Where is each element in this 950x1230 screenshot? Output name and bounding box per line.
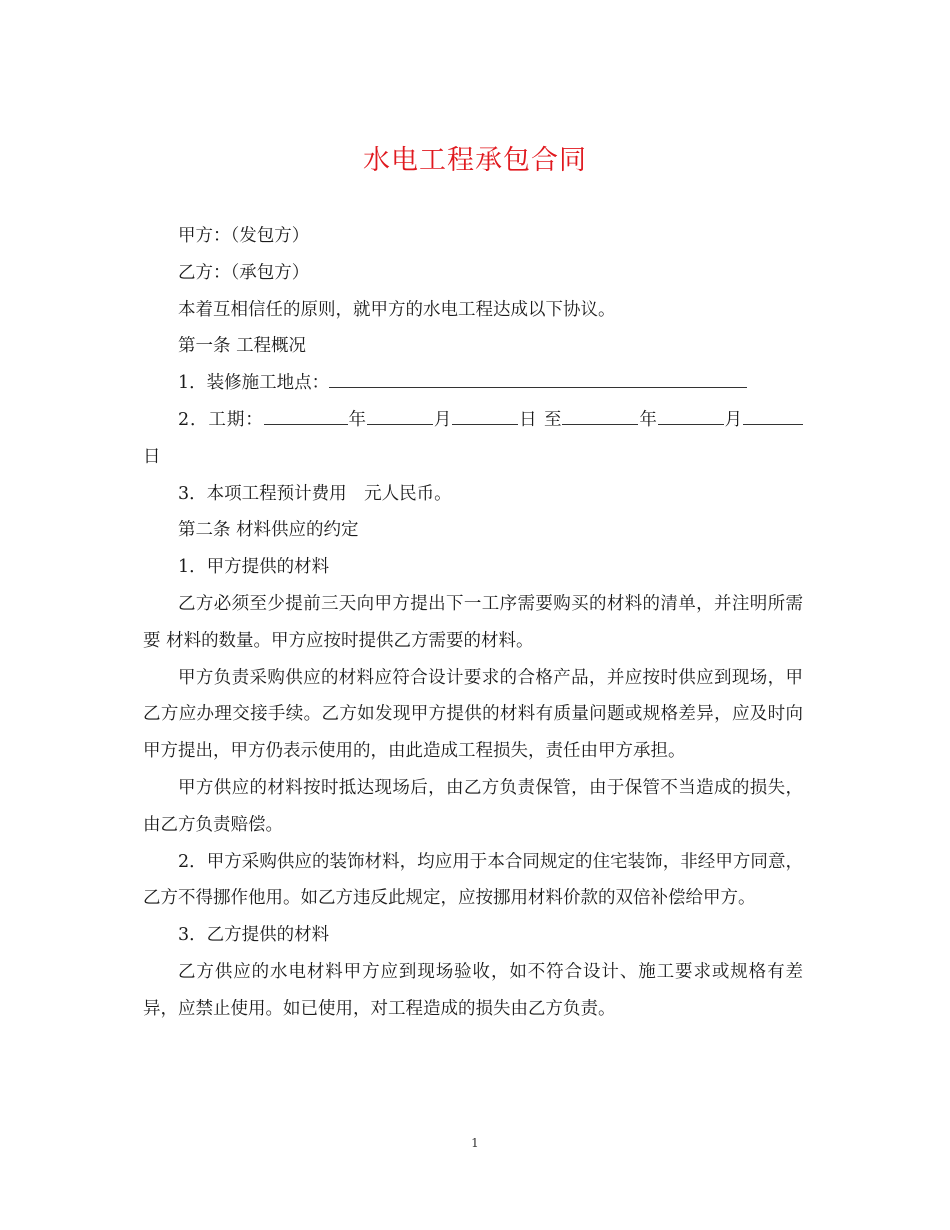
paragraph-material-custody: 甲方供应的材料按时抵达现场后，由乙方负责保管，由于保管不当造成的损失，由乙方负责赔偿。 (143, 777, 803, 835)
end-month-unit: 月 (723, 409, 744, 430)
paragraph-material-list: 乙方必须至少提前三天向甲方提出下一工序需要购买的材料的清单，并注明所需要 材料的数量。甲方应按时提供乙方需要的材料。 (143, 593, 803, 651)
item-2-1-heading: 1．甲方提供的材料 (178, 557, 330, 578)
start-day-unit: 日 至 (518, 409, 563, 430)
end-year-blank (562, 402, 638, 425)
party-a: 甲方：（发包方） (178, 226, 310, 246)
site-label: 1．装修施工地点： (178, 373, 330, 394)
duration-label: 2．工期： (178, 409, 264, 430)
end-day-unit: 日 (143, 446, 161, 467)
item-2-3-heading: 3．乙方提供的材料 (178, 925, 330, 946)
start-year-unit: 年 (347, 409, 367, 430)
start-year-blank (264, 402, 348, 425)
item-2-2-paragraph: 2．甲方采购供应的装饰材料，均应用于本合同规定的住宅装饰，非经甲方同意，乙方不得挪作他用。如乙方违反此规定，应按挪用材料价款的双倍补偿给甲方。 (143, 851, 803, 909)
start-month-blank (367, 402, 433, 425)
item-1-3-cost: 3．本项工程预计费用 元人民币。 (178, 483, 452, 504)
item-1-1-site (143, 365, 803, 402)
document-title: 水电工程承包合同 (363, 145, 587, 176)
article-1-heading: 第一条 工程概况 (178, 336, 307, 357)
party-b: 乙方：（承包方） (178, 262, 310, 283)
item-1-2-duration (143, 402, 803, 476)
start-month-unit: 月 (432, 409, 453, 430)
site-blank (329, 365, 747, 388)
page-number: 1 (471, 1136, 479, 1150)
paragraph-material-quality: 甲方负责采购供应的材料应符合设计要求的合格产品，并应按时供应到现场，甲乙方应办理交接手续。乙方如发现甲方提供的材料有质量问题或规格差异，应及时向甲方提出，甲方仍表示使用的，由此造成工程损失，责任由甲方承担。 (143, 667, 803, 762)
intro-paragraph: 本着互相信任的原则，就甲方的水电工程达成以下协议。 (178, 299, 616, 320)
document-body (143, 218, 803, 1028)
end-day-blank (743, 402, 803, 425)
end-month-blank (658, 402, 724, 425)
start-day-blank (452, 402, 518, 425)
article-2-heading: 第二条 材料供应的约定 (178, 520, 359, 541)
end-year-unit: 年 (638, 409, 658, 430)
paragraph-contractor-materials: 乙方供应的水电材料甲方应到现场验收，如不符合设计、施工要求或规格有差异，应禁止使用。如已使用，对工程造成的损失由乙方负责。 (143, 961, 803, 1019)
